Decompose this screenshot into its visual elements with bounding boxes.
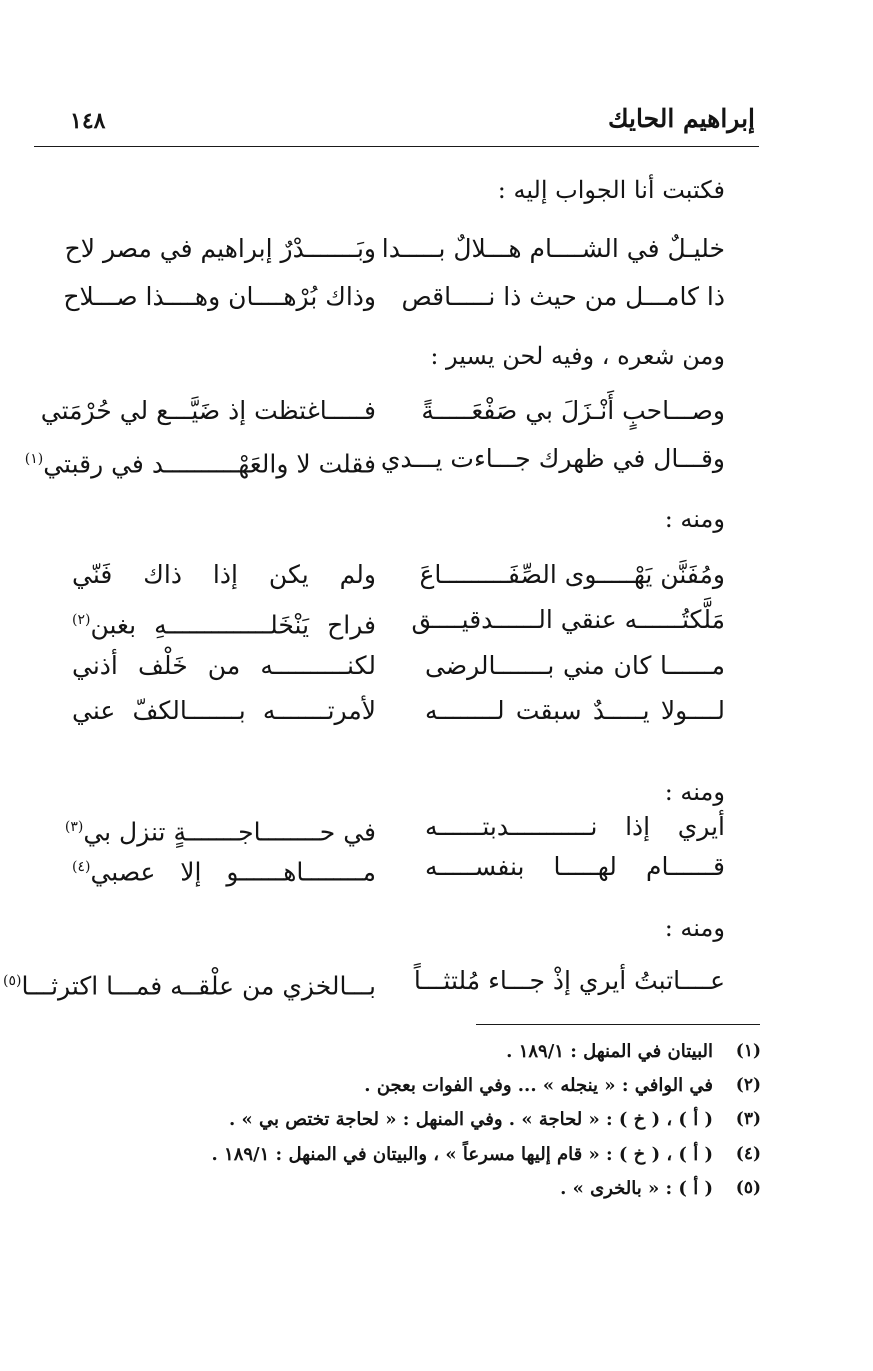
verse-line xyxy=(0,226,873,272)
verse-line xyxy=(0,274,873,320)
verse-line xyxy=(0,597,873,643)
hemistich-text: بـــالخزي من علْقــه فمـــا اكترثـــا xyxy=(21,971,376,1001)
footnote-text: ( أ ) : « بالخرى » . xyxy=(560,1178,713,1199)
hemistich-text: لأمرتـــــــه بـــــــالكفّ عني xyxy=(72,696,376,725)
verse-first-hemistich: وصـــاحبٍ أَنْـزَلَ بي صَفْعَـــــةً xyxy=(421,396,725,425)
verse-line xyxy=(0,552,873,598)
verse-second-hemistich xyxy=(72,688,376,734)
verse-first-hemistich: أيري إذا نـــــــــــدبتــــــه xyxy=(425,812,725,841)
footnote xyxy=(0,1144,873,1174)
footnote-number: (١) xyxy=(735,1041,761,1061)
footnote-reference: (١) xyxy=(24,451,44,467)
footnote-reference: (٣) xyxy=(64,819,84,835)
verse-line xyxy=(0,844,873,890)
hemistich-text: وذاك بُرْهــــان وهــــذا صـــلاح xyxy=(63,282,376,311)
verse-second-hemistich xyxy=(63,274,376,320)
verse-line xyxy=(0,688,873,734)
footnote xyxy=(0,1178,873,1208)
verse-second-hemistich xyxy=(72,552,376,598)
footnote-text: ( أ ) ، ( خ ) : « لحاجة » . وفي المنهل : « لحاجة تختص بي » . xyxy=(228,1109,713,1130)
verse-line xyxy=(0,436,873,482)
hemistich-text: لكنــــــــــه من خَلْف أذني xyxy=(72,651,376,680)
footnote-number: (٣) xyxy=(735,1109,761,1129)
hemistich-text: فـــــاغتظت إذ ضَيَّـــع لي حُرْمَتي xyxy=(40,396,376,425)
verse-line xyxy=(0,958,873,1004)
verse-second-hemistich xyxy=(24,436,376,482)
footnote-reference: (٥) xyxy=(3,973,22,989)
hemistich-text: وبَـــــــدْرٌ إبراهيم في مصر لاح xyxy=(64,234,376,263)
verse-first-hemistich: عــــاتبتُ أيري إذْ جـــاء مُلتثـــاً xyxy=(413,966,725,995)
intro-line: ومنه : xyxy=(664,778,725,806)
running-header-title: إبراهيم الحايك xyxy=(607,104,755,133)
verse-second-hemistich xyxy=(40,388,376,434)
verse-first-hemistich: قــــــام لهـــــا بنفســـــه xyxy=(425,852,725,881)
verse-line xyxy=(0,388,873,434)
intro-line: ومن شعره ، وفيه لحن يسير : xyxy=(430,342,725,370)
footnote-number: (٤) xyxy=(735,1144,761,1164)
intro-line: ومنه : xyxy=(664,914,725,942)
footnote-number: (٢) xyxy=(735,1075,761,1095)
verse-first-hemistich: خليـلٌ في الشــــام هـــلالٌ بـــــدا xyxy=(381,234,725,263)
verse-second-hemistich xyxy=(72,844,376,890)
hemistich-text: فقلت لا والعَهْــــــــــد في رقبتي xyxy=(43,449,376,479)
hemistich-text: ولم يكن إذا ذاك فَنّي xyxy=(72,560,376,589)
footnote-number: (٥) xyxy=(735,1178,761,1198)
verse-second-hemistich xyxy=(72,643,376,689)
footnote xyxy=(0,1075,873,1105)
header-rule xyxy=(34,146,759,147)
verse-first-hemistich: لــــولا يـــــدٌ سبقت لــــــــه xyxy=(425,696,725,725)
hemistich-text: مــــــــاهــــــو إلا عصبي xyxy=(90,857,376,887)
intro-line: فكتبت أنا الجواب إليه : xyxy=(497,176,725,204)
page-number: ١٤٨ xyxy=(70,108,106,134)
intro-line: ومنه : xyxy=(664,505,725,533)
footnote xyxy=(0,1041,873,1071)
verse-first-hemistich: مــــــا كان مني بـــــــالرضى xyxy=(425,651,725,680)
verse-first-hemistich: وقـــال في ظهرك جـــاءت يـــدي xyxy=(380,444,725,473)
footnote-text: البيتان في المنهل : ١٨٩/١ . xyxy=(506,1041,713,1062)
hemistich-text: فراح يَنْخَلــــــــــــــهِ بغبن xyxy=(90,610,376,640)
footnote-text: في الوافي : « ينجله » ... وفي الفوات بعجن . xyxy=(364,1075,713,1096)
verse-second-hemistich xyxy=(3,958,376,1004)
verse-first-hemistich: ومُفَنَّن يَهْـــــوى الصِّفَـــــــــاعَ xyxy=(419,560,725,589)
verse-line xyxy=(0,643,873,689)
verse-second-hemistich xyxy=(72,597,376,643)
footnote-text: ( أ ) ، ( خ ) : « قام إليها مسرعاً » ، والبيتان في المنهل : ١٨٩/١ . xyxy=(211,1144,713,1165)
verse-first-hemistich: مَلَّكتُــــــه عنقي الــــــدقيــــق xyxy=(411,605,725,634)
footnote-reference: (٢) xyxy=(72,612,91,628)
footnote xyxy=(0,1109,873,1139)
verse-second-hemistich xyxy=(64,226,376,272)
hemistich-text: في حــــــــاجـــــــةٍ تنزل بي xyxy=(83,817,376,847)
verse-first-hemistich: ذا كامـــل من حيث ذا نـــــاقص xyxy=(401,282,725,311)
footnote-rule xyxy=(476,1024,760,1025)
footnote-reference: (٤) xyxy=(72,859,91,875)
